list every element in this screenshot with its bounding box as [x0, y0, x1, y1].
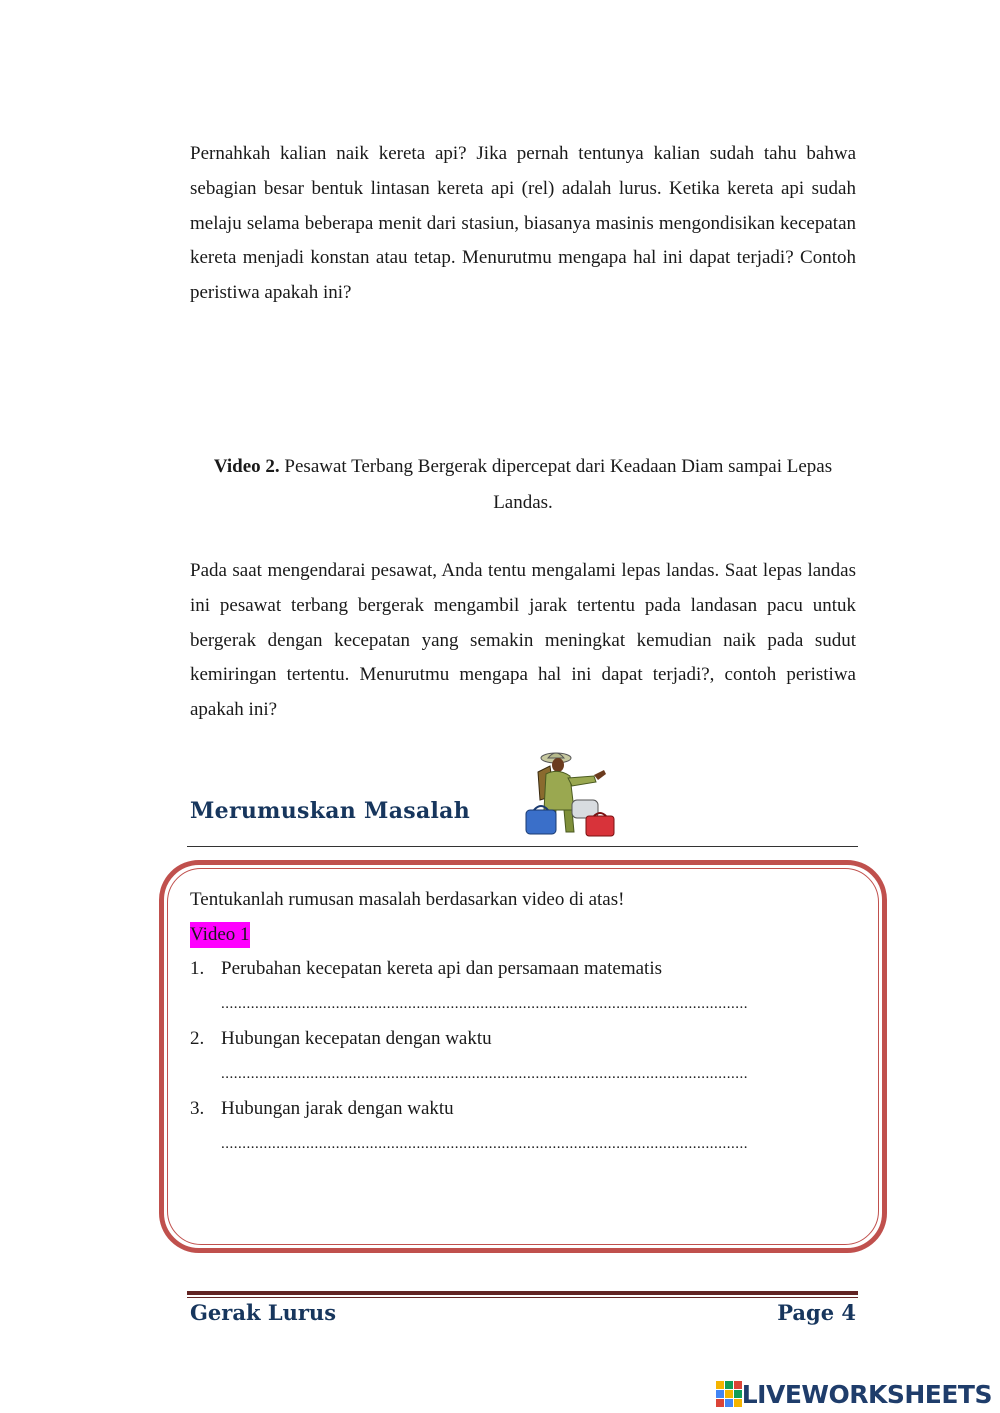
video-caption-text: Pesawat Terbang Bergerak dipercepat dari Keadaan Diam sampai Lepas Landas.: [279, 456, 833, 513]
list-item-number: 2.: [190, 1028, 205, 1049]
footer-page-number: Page 4: [777, 1300, 856, 1325]
list-item-number: 3.: [190, 1098, 205, 1119]
liveworksheets-logo[interactable]: [716, 1378, 992, 1410]
footer-title: Gerak Lurus: [190, 1300, 337, 1325]
answer-line[interactable]: ............................................................................................................................: [221, 1066, 748, 1082]
problem-box-frame: [159, 860, 887, 1253]
video-caption-label: Video 2.: [213, 456, 280, 477]
section-divider: [187, 846, 858, 847]
plane-paragraph: Pada saat mengendarai pesawat, Anda tentu mengalami lepas landas. Saat lepas landas ini pesawat terbang bergerak mengambil jarak tertentu pada landasan pacu untuk bergerak dengan kecepatan yang semakin meningkat kemudian naik pada sudut kemiringan tertentu. Menurutmu mengapa hal ini dapat terjadi?, contoh peristiwa apakah ini?: [190, 560, 856, 721]
intro-paragraph: Pernahkah kalian naik kereta api? Jika pernah tentunya kalian sudah tahu bahwa sebagian besar bentuk lintasan kereta api (rel) adalah lurus. Ketika kereta api sudah melaju selama beberapa menit dari stasiun, biasanya masinis mengondisikan kecepatan kereta menjadi konstan atau tetap. Menurutmu mengapa hal ini dapat terjadi? Contoh peristiwa apakah ini?: [190, 143, 856, 304]
list-item-number: 1.: [190, 958, 205, 979]
video-label-highlight: Video 1: [190, 922, 250, 948]
list-item: Hubungan jarak dengan waktu: [221, 1098, 454, 1119]
list-item: Perubahan kecepatan kereta api dan persamaan matematis: [221, 958, 663, 979]
list-item: Hubungan kecepatan dengan waktu: [221, 1028, 492, 1049]
answer-line[interactable]: ............................................................................................................................: [221, 996, 748, 1012]
footer-rule-thin: [187, 1297, 858, 1298]
answer-line[interactable]: ............................................................................................................................: [221, 1136, 748, 1152]
problem-instruction: Tentukanlah rumusan masalah berdasarkan video di atas!: [190, 889, 625, 910]
footer-rule-thick: [187, 1291, 858, 1295]
liveworksheets-wordmark: LIVEWORKSHEETS: [741, 1379, 992, 1409]
section-title: Merumuskan Masalah: [190, 798, 471, 824]
traveler-with-luggage-icon: [520, 748, 622, 840]
liveworksheets-grid-icon: [716, 1381, 742, 1407]
video-caption: [190, 449, 856, 521]
